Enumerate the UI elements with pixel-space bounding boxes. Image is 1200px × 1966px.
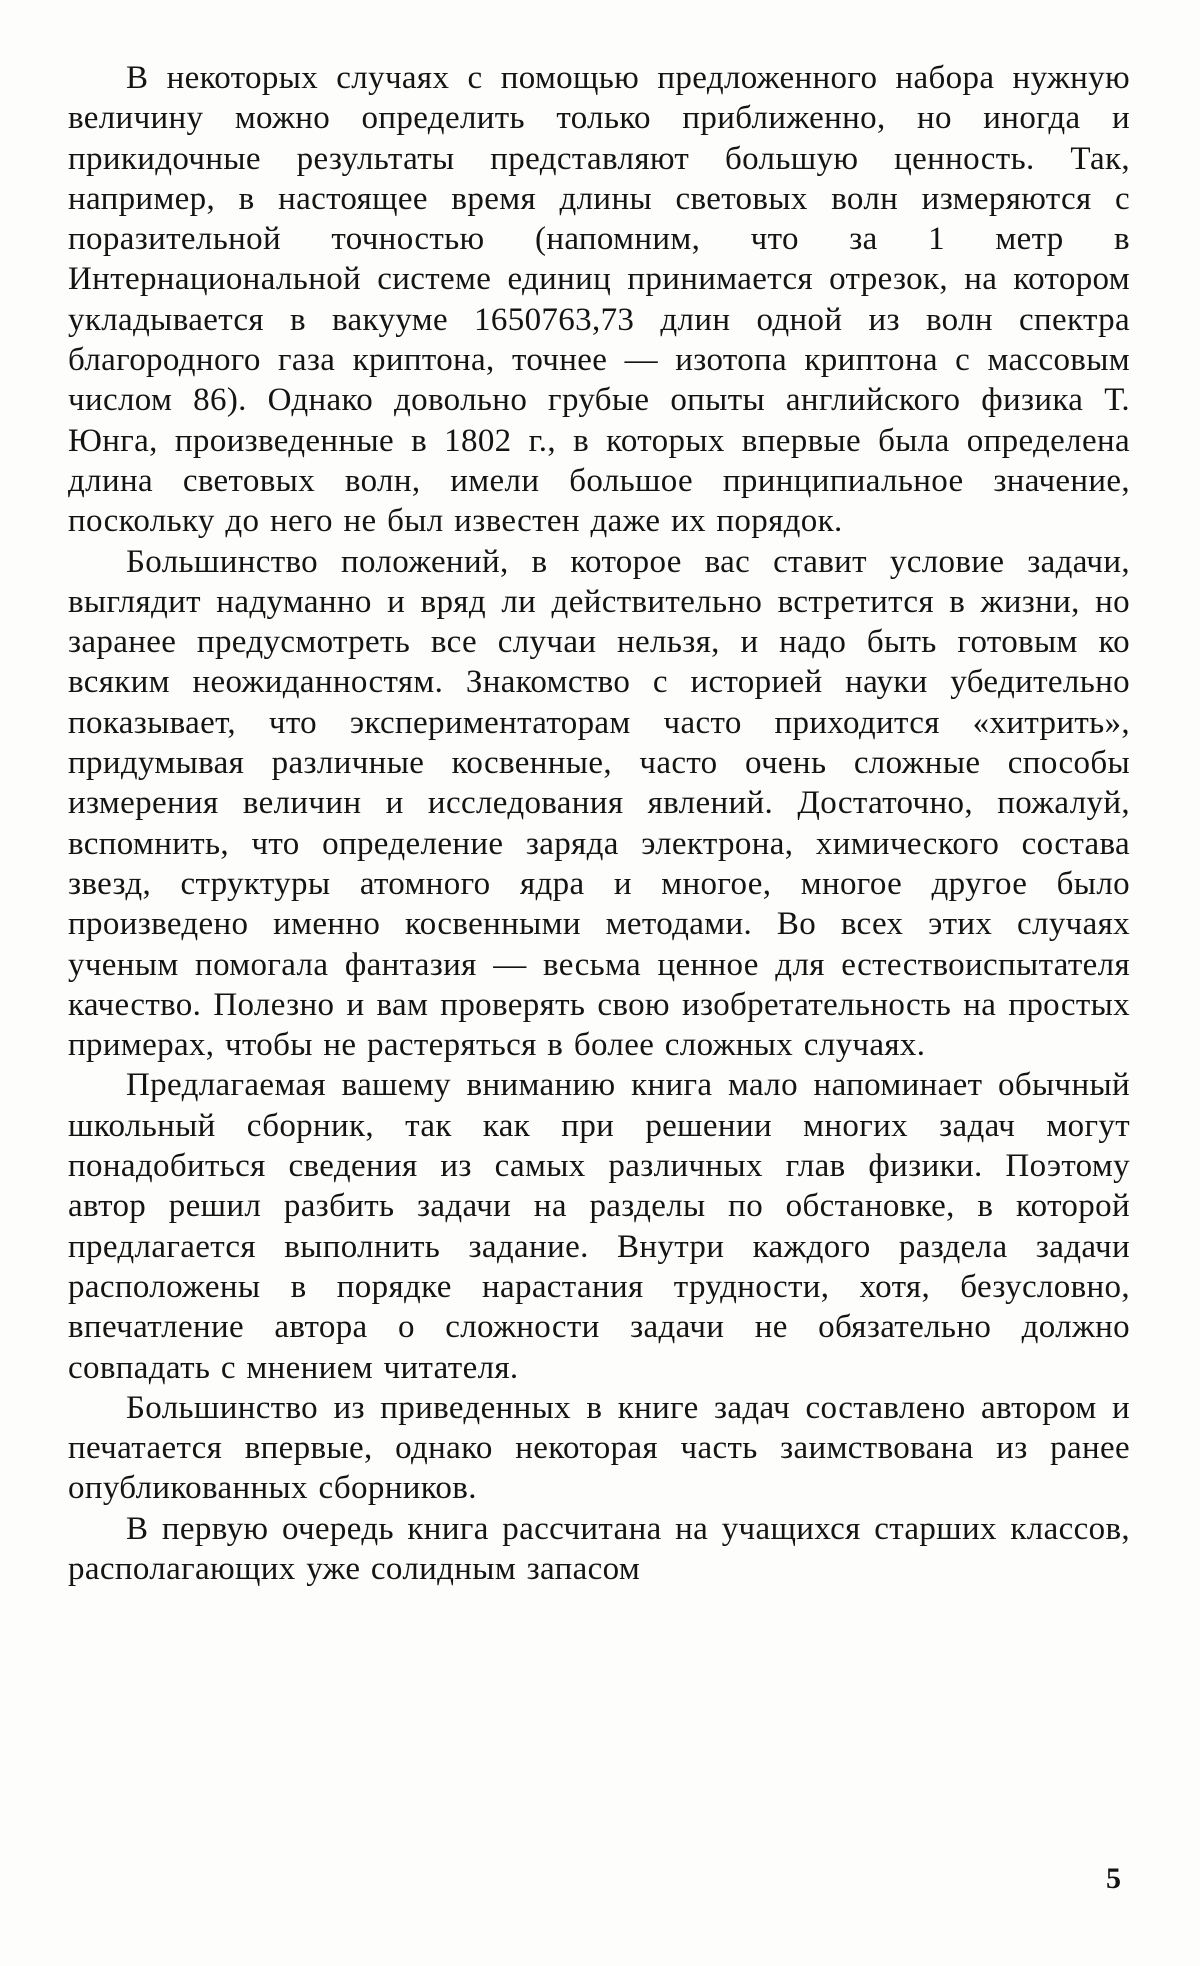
page-number: 5 [1106,1862,1121,1895]
paragraph-3: Предлагаемая вашему вниманию книга мало напоминает обычный школьный сборник, так как при решении многих задач могут понадобиться сведения из самых различных глав физики. Поэтому автор решил разбить задачи на разделы по обстановке, в которой предлагается выполнить задание. Внутри каждого раздела задачи расположены в порядке нарастания трудности, хотя, безусловно, впечатление автора о сложности задачи не обязательно должно совпадать с мнением читателя. [68,1067,1130,1386]
paragraph-4: Большинство из приведенных в книге задач составлено автором и печатается впервые, однако некоторая часть заимствована из ранее опубликованных сборников. [68,1389,1130,1507]
body-text [68,58,1130,1589]
paragraph-1: В некоторых случаях с помощью предложенного набора нужную величину можно определить только приближенно, но иногда и прикидочные результаты представляют большую ценность. Так, например, в настоящее время длины световых волн измеряются с поразительной точностью (напомним, что за 1 метр в Интернациональной системе единиц принимается отрезок, на котором укладывается в вакууме 1650763,73 длин одной из волн спектра благородного газа криптона, точнее — изотопа криптона с массовым числом 86). Однако довольно грубые опыты английского физика Т. Юнга, произведенные в 1802 г., в которых впервые была определена длина световых волн, имели большое принципиальное значение, поскольку до него не был известен даже их порядок. [68,60,1130,540]
paragraph-2: Большинство положений, в которое вас ставит условие задачи, выглядит надуманно и вряд ли действительно встретится в жизни, но заранее предусмотреть все случаи нельзя, и надо быть готовым ко всяким неожиданностям. Знакомство с историей науки убедительно показывает, что экспериментаторам часто приходится «хитрить», придумывая различные косвенные, часто очень сложные способы измерения величин и исследования явлений. Достаточно, пожалуй, вспомнить, что определение заряда электрона, химического состава звезд, структуры атомного ядра и многое, многое другое было произведено именно косвенными методами. Во всех этих случаях ученым помогала фантазия — весьма ценное для естествоиспытателя качество. Полезно и вам проверять свою изобретательность на простых примерах, чтобы не растеряться в более сложных случаях. [68,543,1130,1064]
paragraph-5: В первую очередь книга рассчитана на учащихся старших классов, располагающих уже солидным запасом [68,1510,1130,1587]
